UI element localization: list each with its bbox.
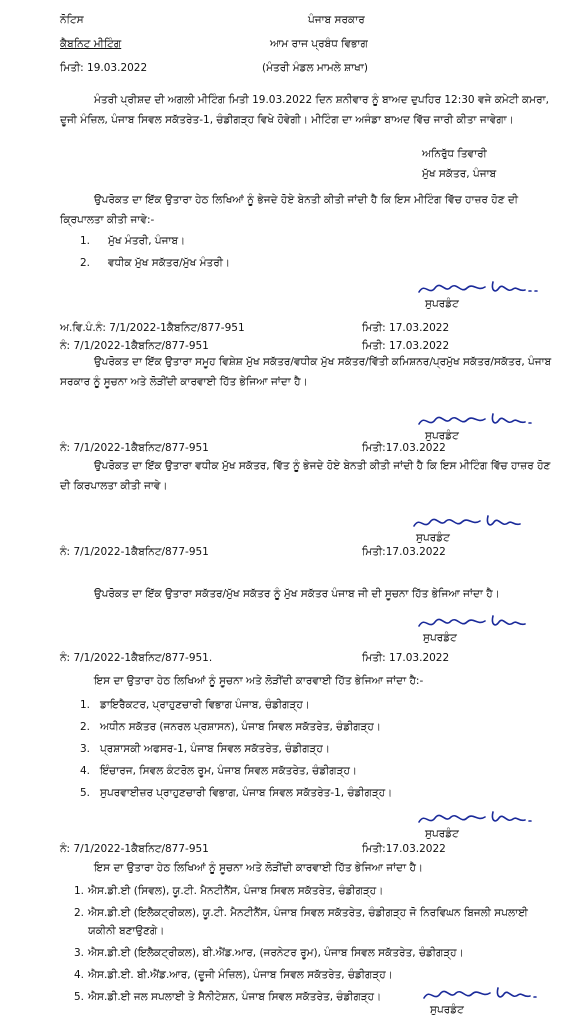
- superintendent-label: ਸੁਪਰਡੰਟ: [416, 532, 450, 544]
- superintendent-label: ਸੁਪਰਡੰਟ: [430, 1004, 464, 1016]
- recipient-list: [80, 694, 393, 804]
- signature-block: [415, 410, 545, 443]
- handwritten-signature: [415, 808, 545, 830]
- signature-block: [415, 612, 545, 645]
- list-item: 1. ਐਸ.ਡੀ.ਈ (ਸਿਵਲ), ਯੂ.ਟੀ. ਮੈਨਟੀਨੈਂਸ, ਪੰਜਾਬ ਸਿਵਲ ਸਕੱਤਰੇਤ, ਚੰਡੀਗੜ੍ਹ।: [74, 885, 384, 897]
- endorsement-ref: ਅ.ਵਿ.ਪੰ.ਨੰ: 7/1/2022-1ਕੈਬਨਿਟ/877-951: [60, 322, 245, 334]
- endorsement-date: ਮਿਤੀ: 17.03.2022: [362, 340, 450, 352]
- notice-paragraph: ਮੰਤਰੀ ਪ੍ਰੀਸ਼ਦ ਦੀ ਅਗਲੀ ਮੀਟਿੰਗ ਮਿਤੀ 19.03.2022 ਦਿਨ ਸ਼ਨੀਵਾਰ ਨੂੰ ਬਾਅਦ ਦੁਪਹਿਰ 12:30 ਵਜੇ ਕਮੇਟੀ ਕਮਰਾ, ਦੂਜੀ ਮੰਜ਼ਿਲ, ਪੰਜਾਬ ਸਿਵਲ ਸਕੱਤਰੇਤ-1, ਚੰਡੀਗੜ੍ਹ ਵਿਖੇ ਹੋਵੇਗੀ। ਮੀਟਿੰਗ ਦਾ ਅਜੰਡਾ ਬਾਅਦ ਵਿੱਚ ਜਾਰੀ ਕੀਤਾ ਜਾਵੇਗਾ।: [60, 94, 549, 126]
- notice-label: ਨੋਟਿਸ: [60, 14, 84, 26]
- list-item: 3. ਪ੍ਰਸ਼ਾਸਕੀ ਅਫਸਰ-1, ਪੰਜਾਬ ਸਿਵਲ ਸਕੱਤਰੇਤ, ਚੰਡੀਗੜ੍ਹ।: [80, 743, 330, 755]
- list-item: 4. ਇੰਚਾਰਜ, ਸਿਵਲ ਕੰਟਰੋਲ ਰੂਮ, ਪੰਜਾਬ ਸਿਵਲ ਸਕੱਤਰੇਤ, ਚੰਡੀਗੜ੍ਹ।: [80, 765, 357, 777]
- endorsement-date: ਮਿਤੀ: 17.03.2022: [362, 652, 450, 664]
- endorsement-paragraph: ਇਸ ਦਾ ਉਤਾਰਾ ਹੇਠ ਲਿਖਿਆਂ ਨੂੰ ਸੂਚਨਾ ਅਤੇ ਲੋੜੀਂਦੀ ਕਾਰਵਾਈ ਹਿੱਤ ਭੇਜਿਆ ਜਾਂਦਾ ਹੈ।: [94, 862, 423, 874]
- endorsement-paragraph: ਉਪਰੋਕਤ ਦਾ ਇੱਕ ਉਤਾਰਾ ਸਕੱਤਰ/ਮੁੱਖ ਸਕੱਤਰ ਨੂੰ ਮੁੱਖ ਸਕੱਤਰ ਪੰਜਾਬ ਜੀ ਦੀ ਸੂਚਨਾ ਹਿੱਤ ਭੇਜਿਆ ਜਾਂਦਾ ਹੈ।: [94, 588, 500, 600]
- signature-block: [420, 984, 550, 1017]
- handwritten-signature: [415, 278, 545, 300]
- notice-date: ਮਿਤੀ: 19.03.2022: [60, 62, 148, 74]
- superintendent-label: ਸੁਪਰਡੰਟ: [425, 298, 459, 310]
- endorsement-ref: ਨੰ: 7/1/2022-1ਕੈਬਨਿਟ/877-951: [60, 843, 209, 855]
- list-item: 2. ਵਧੀਕ ਮੁੱਖ ਸਕੱਤਰ/ਮੁੱਖ ਮੰਤਰੀ।: [80, 257, 230, 269]
- request-paragraph: ਉਪਰੋਕਤ ਦਾ ਇੱਕ ਉਤਾਰਾ ਹੇਠ ਲਿਖਿਆਂ ਨੂੰ ਭੇਜਦੇ ਹੋਏ ਬੇਨਤੀ ਕੀਤੀ ਜਾਂਦੀ ਹੈ ਕਿ ਇਸ ਮੀਟਿੰਗ ਵਿੱਚ ਹਾਜ਼ਰ ਹੋਣ ਦੀ ਕ੍ਰਿਪਾਲਤਾ ਕੀਤੀ ਜਾਵੇ:-: [60, 194, 519, 226]
- endorsement-paragraph: ਉਪਰੋਕਤ ਦਾ ਇੱਕ ਉਤਾਰਾ ਸਮੂਹ ਵਿਸ਼ੇਸ਼ ਮੁੱਖ ਸਕੱਤਰ/ਵਧੀਕ ਮੁੱਖ ਸਕੱਤਰ/ਵਿੱਤੀ ਕਮਿਸ਼ਨਰ/ਪ੍ਰਮੁੱਖ ਸਕੱਤਰ/ਸਕੱਤਰ, ਪੰਜਾਬ ਸਰਕਾਰ ਨੂੰ ਸੂਚਨਾ ਅਤੇ ਲੋੜੀਂਦੀ ਕਾਰਵਾਈ ਹਿੱਤ ਭੇਜਿਆ ਜਾਂਦਾ ਹੈ।: [60, 356, 552, 388]
- branch-label: (ਮੰਤਰੀ ਮੰਡਲ ਮਾਮਲੇ ਸ਼ਾਖਾ): [262, 62, 368, 74]
- signatory-designation: ਮੁੱਖ ਸਕੱਤਰ, ਪੰਜਾਬ: [422, 168, 497, 180]
- attendee-list: [80, 230, 230, 274]
- handwritten-signature: [410, 512, 540, 534]
- endorsement-ref: ਨੰ: 7/1/2022-1ਕੈਬਨਿਟ/877-951: [60, 546, 209, 558]
- superintendent-label: ਸੁਪਰਡੰਟ: [423, 632, 457, 644]
- cabinet-meeting-label: ਕੈਬਨਿਟ ਮੀਟਿੰਗ: [60, 38, 122, 50]
- superintendent-label: ਸੁਪਰਡੰਟ: [425, 430, 459, 442]
- list-item: 5. ਐਸ.ਡੀ.ਈ ਜਲ ਸਪਲਾਈ ਤੇ ਸੈਨੀਟੇਸ਼ਨ, ਪੰਜਾਬ ਸਿਵਲ ਸਕੱਤਰੇਤ, ਚੰਡੀਗੜ੍ਹ।: [74, 991, 382, 1003]
- list-item: 1. ਡਾਇਰੈਕਟਰ, ਪ੍ਰਾਹੁਣਚਾਰੀ ਵਿਭਾਗ ਪੰਜਾਬ, ਚੰਡੀਗੜ੍ਹ।: [80, 699, 310, 711]
- recipient-list: [74, 880, 528, 1008]
- department-label: ਆਮ ਰਾਜ ਪ੍ਰਬੰਧ ਵਿਭਾਗ: [270, 38, 368, 50]
- signature-block: [415, 278, 545, 311]
- handwritten-signature: [415, 612, 545, 634]
- endorsement-date: ਮਿਤੀ:17.03.2022: [362, 843, 446, 855]
- list-item: 4. ਐਸ.ਡੀ.ਈ. ਬੀ.ਐਂਡ.ਆਰ, (ਦੂਜੀ ਮੰਜ਼ਿਲ), ਪੰਜਾਬ ਸਿਵਲ ਸਕੱਤਰੇਤ, ਚੰਡੀਗੜ੍ਹ।: [74, 969, 393, 981]
- handwritten-signature: [415, 410, 545, 432]
- endorsement-paragraph: ਉਪਰੋਕਤ ਦਾ ਇੱਕ ਉਤਾਰਾ ਵਧੀਕ ਮੁੱਖ ਸਕੱਤਰ, ਵਿੱਤ ਨੂੰ ਭੇਜਦੇ ਹੋਏ ਬੇਨਤੀ ਕੀਤੀ ਜਾਂਦੀ ਹੈ ਕਿ ਇਸ ਮੀਟਿੰਗ ਵਿੱਚ ਹਾਜ਼ਰ ਹੋਣ ਦੀ ਕਿਰਪਾਲਤਾ ਕੀਤੀ ਜਾਵੇ।: [60, 460, 551, 492]
- endorsement-ref: ਨੰ: 7/1/2022-1ਕੈਬਨਿਟ/877-951.: [60, 652, 213, 664]
- handwritten-signature: [420, 984, 550, 1006]
- signature-block: [410, 512, 540, 545]
- endorsement-paragraph: ਇਸ ਦਾ ਉਤਾਰਾ ਹੇਠ ਲਿਖਿਆਂ ਨੂੰ ਸੂਚਨਾ ਅਤੇ ਲੋੜੀਂਦੀ ਕਾਰਵਾਈ ਹਿੱਤ ਭੇਜਿਆ ਜਾਂਦਾ ਹੈ:-: [94, 675, 424, 687]
- endorsement-date: ਮਿਤੀ: 17.03.2022: [362, 322, 450, 334]
- signatory-name: ਅਨਿਰੁੱਧ ਤਿਵਾਰੀ: [422, 148, 487, 160]
- list-item: 2. ਐਸ.ਡੀ.ਈ (ਇਲੈਕਟ੍ਰੀਕਲ), ਯੂ.ਟੀ. ਮੈਨਟੀਨੈਂਸ, ਪੰਜਾਬ ਸਿਵਲ ਸਕੱਤਰੇਤ, ਚੰਡੀਗੜ੍ਹ ਜੋ ਨਿਰਵਿਘਨ ਬਿਜਲੀ ਸਪਲਾਈ ਯਕੀਨੀ ਬਣਾਉਣਗੇ।: [74, 907, 528, 937]
- signature-block: [415, 808, 545, 841]
- endorsement-date: ਮਿਤੀ:17.03.2022: [362, 546, 446, 558]
- endorsement-ref: ਨੰ: 7/1/2022-1ਕੈਬਨਿਟ/877-951: [60, 442, 209, 454]
- endorsement-ref: ਨੰ: 7/1/2022-1ਕੈਬਨਿਟ/877-951: [60, 340, 209, 352]
- list-item: 5. ਸੁਪਰਵਾਈਜ਼ਰ ਪ੍ਰਾਹੁਣਚਾਰੀ ਵਿਭਾਗ, ਪੰਜਾਬ ਸਿਵਲ ਸਕੱਤਰੇਤ-1, ਚੰਡੀਗੜ੍ਹ।: [80, 787, 393, 799]
- list-item: 2. ਅਧੀਨ ਸਕੱਤਰ (ਜਨਰਲ ਪ੍ਰਸ਼ਾਸਨ), ਪੰਜਾਬ ਸਿਵਲ ਸਕੱਤਰੇਤ, ਚੰਡੀਗੜ੍ਹ।: [80, 721, 381, 733]
- list-item: 3. ਐਸ.ਡੀ.ਈ (ਇਲੈਕਟ੍ਰੀਕਲ), ਬੀ.ਐਂਡ.ਆਰ, (ਜਰਨੇਟਰ ਰੂਮ), ਪੰਜਾਬ ਸਿਵਲ ਸਕੱਤਰੇਤ, ਚੰਡੀਗੜ੍ਹ।: [74, 947, 464, 959]
- list-item: 1. ਮੁੱਖ ਮੰਤਰੀ, ਪੰਜਾਬ।: [80, 235, 186, 247]
- govt-label: ਪੰਜਾਬ ਸਰਕਾਰ: [308, 14, 365, 26]
- superintendent-label: ਸੁਪਰਡੰਟ: [425, 828, 459, 840]
- endorsement-date: ਮਿਤੀ:17.03.2022: [362, 442, 446, 454]
